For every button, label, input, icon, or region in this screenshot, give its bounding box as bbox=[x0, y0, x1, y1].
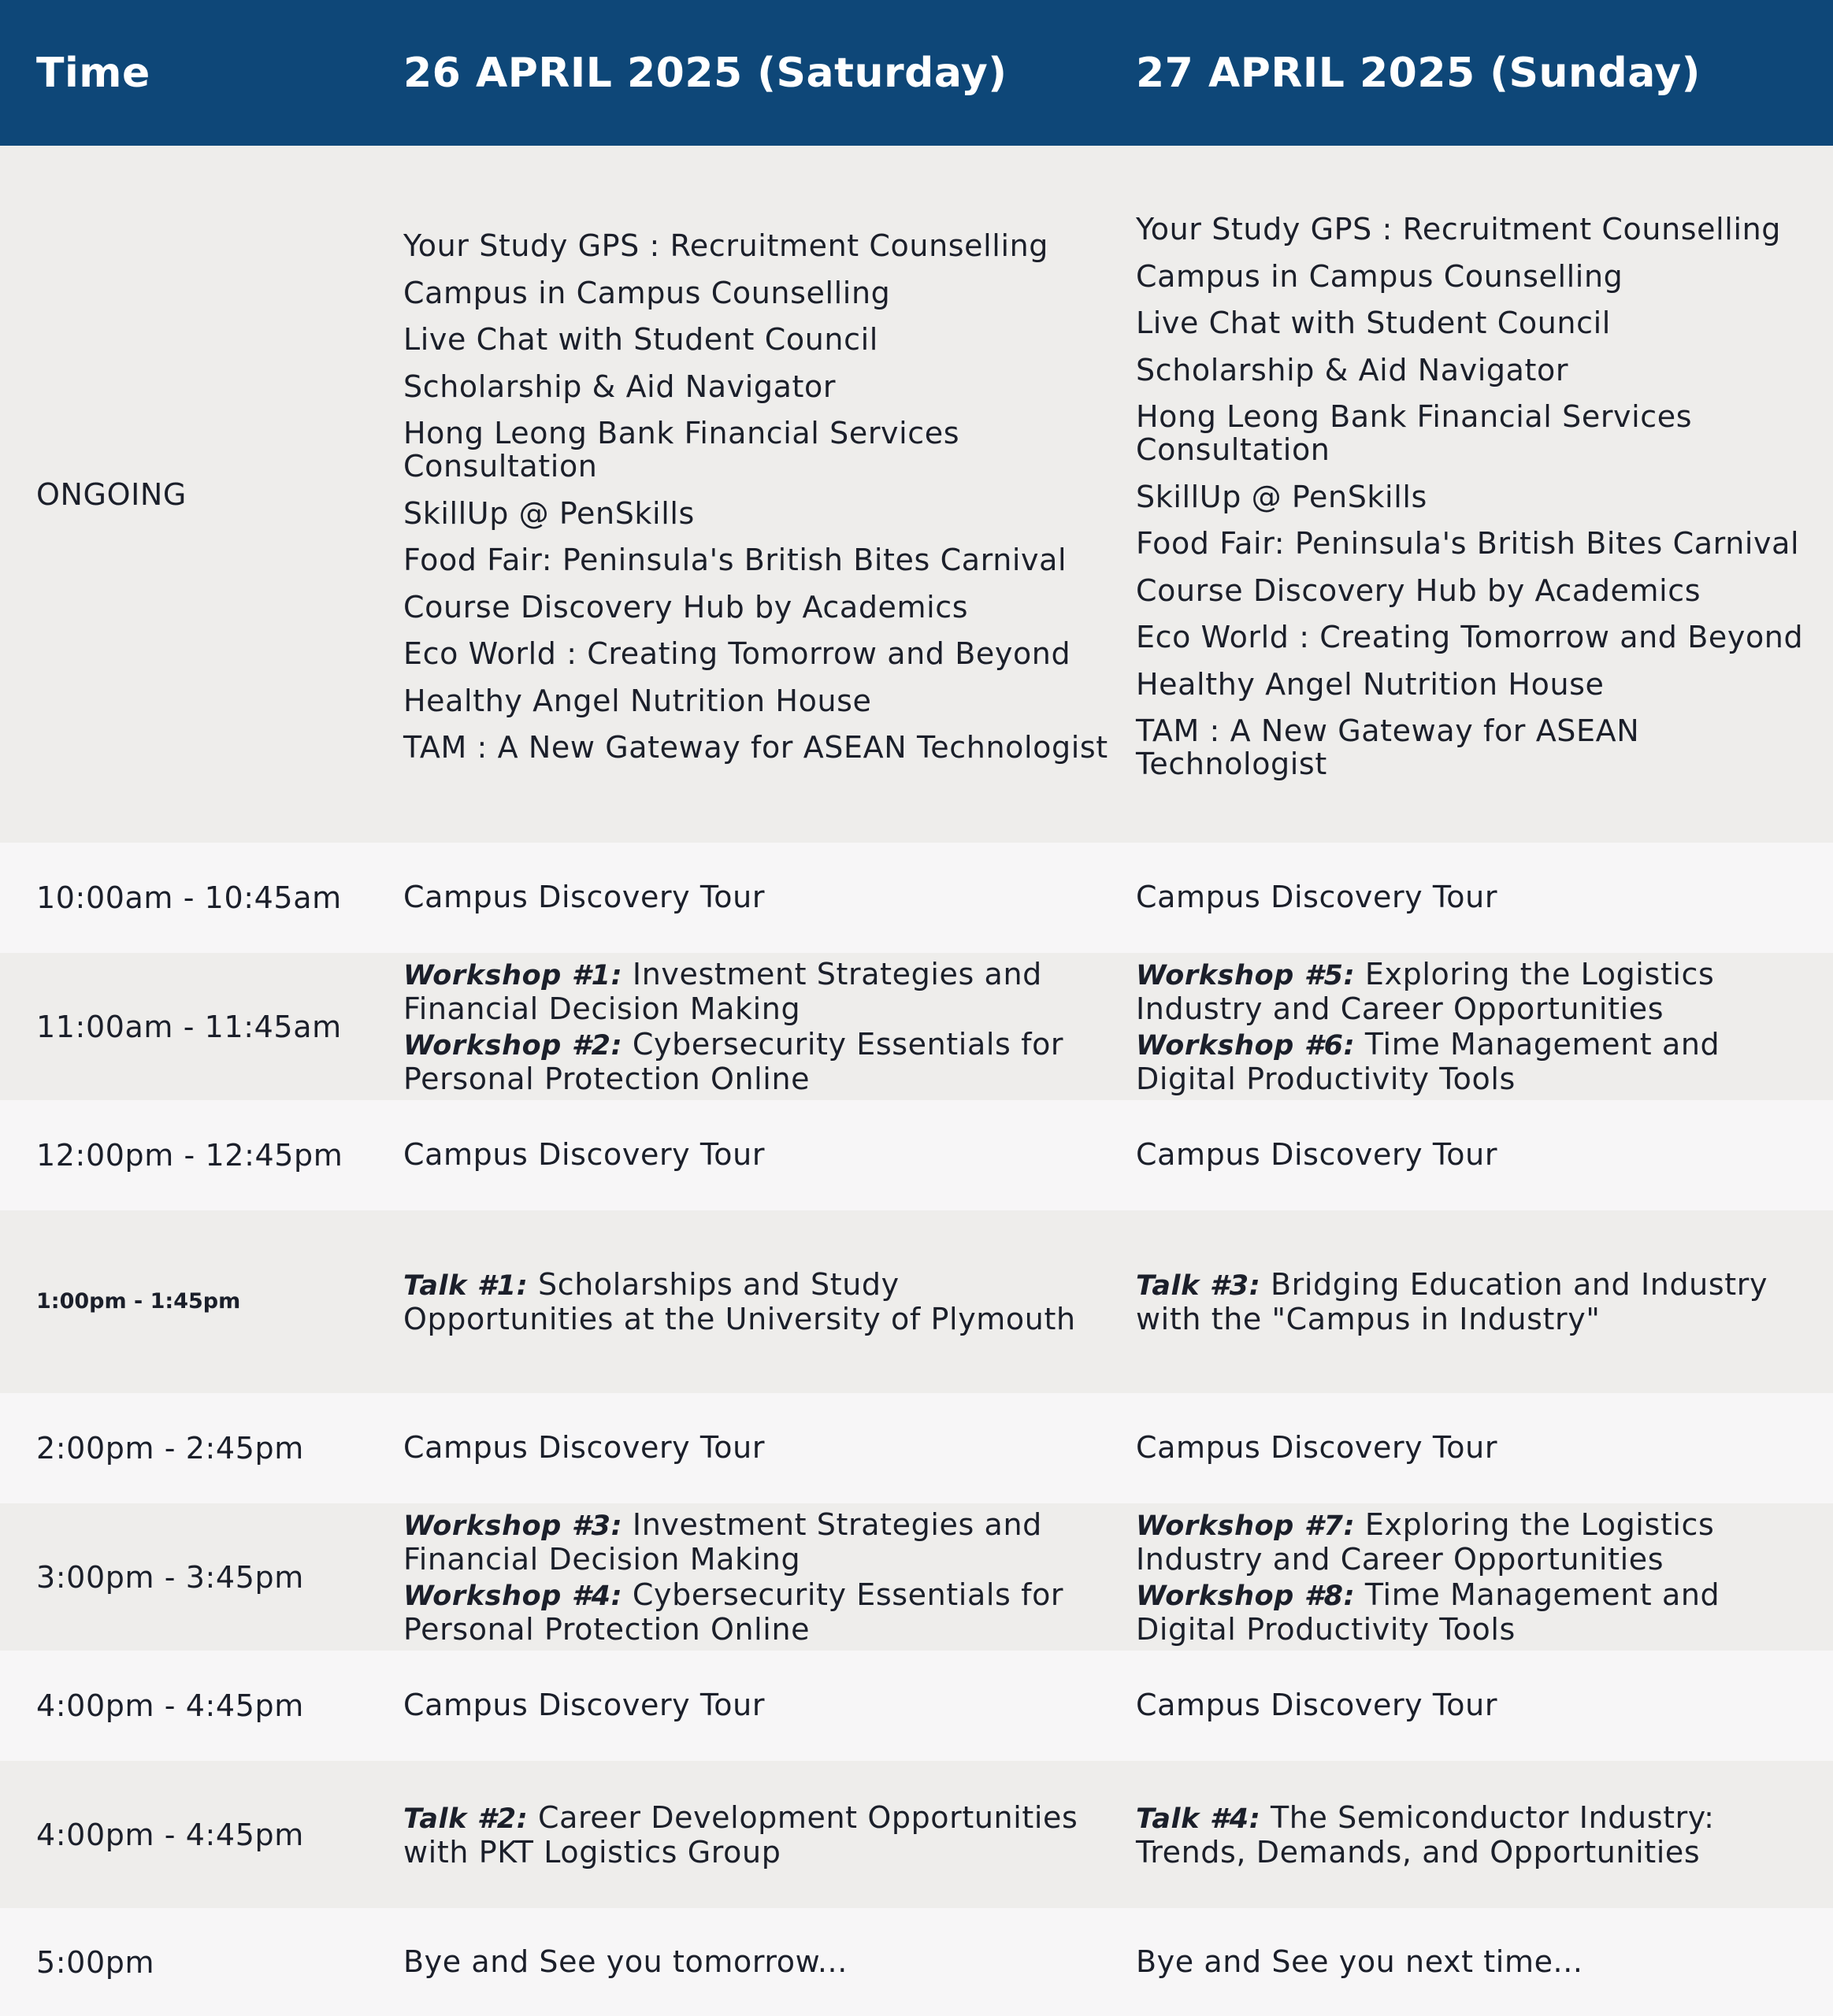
session-title: Bye and See you tomorrow... bbox=[403, 1944, 848, 1979]
session-title: Scholarships and Study Opportunities at the University of Plymouth bbox=[403, 1267, 1076, 1336]
session-tag: Talk #3: bbox=[1136, 1270, 1261, 1302]
session-title: Time Management and Digital Productivity Tools bbox=[1136, 1027, 1720, 1096]
list-item: TAM : A New Gateway for ASEAN Technologist bbox=[1136, 713, 1640, 781]
session-title: Investment Strategies and Financial Decision Making bbox=[403, 1507, 1042, 1577]
row-time: 4:00pm - 4:45pm bbox=[36, 1688, 304, 1723]
list-item: Healthy Angel Nutrition House bbox=[403, 683, 872, 718]
table-row bbox=[0, 1651, 1833, 1761]
list-item: Eco World : Creating Tomorrow and Beyond bbox=[403, 636, 1071, 671]
list-item: Eco World : Creating Tomorrow and Beyond bbox=[1136, 620, 1804, 654]
list-item: SkillUp @ PenSkills bbox=[403, 495, 695, 531]
day2-cell bbox=[1136, 1508, 1833, 1646]
list-item: Course Discovery Hub by Academics bbox=[1136, 573, 1701, 608]
table-row-ongoing bbox=[0, 146, 1833, 843]
session-tag: Talk #2: bbox=[403, 1803, 529, 1835]
table-row bbox=[0, 1100, 1833, 1210]
day2-cell bbox=[1136, 958, 1833, 1095]
row-time: 1:00pm - 1:45pm bbox=[36, 1289, 241, 1314]
day1-cell bbox=[403, 880, 1136, 915]
session-title: Bridging Education and Industry with the "Campus in Industry" bbox=[1136, 1267, 1768, 1336]
session-tag: Workshop #5: bbox=[1136, 960, 1356, 991]
header-time: Time bbox=[36, 49, 150, 97]
session-tag: Workshop #3: bbox=[403, 1510, 623, 1542]
table-row bbox=[0, 843, 1833, 953]
day2-cell bbox=[1136, 1431, 1833, 1466]
day1-cell bbox=[403, 958, 1136, 1095]
list-item: SkillUp @ PenSkills bbox=[1136, 479, 1427, 514]
session-tag: Talk #1: bbox=[403, 1270, 529, 1302]
table-row bbox=[0, 1503, 1833, 1651]
header-day1: 26 APRIL 2025 (Saturday) bbox=[403, 49, 1007, 97]
session-title: Exploring the Logistics Industry and Career Opportunities bbox=[1136, 1507, 1715, 1577]
list-item: Scholarship & Aid Navigator bbox=[403, 369, 837, 404]
day2-cell bbox=[1136, 1801, 1833, 1869]
table-row bbox=[0, 1908, 1833, 2016]
session-title: Campus Discovery Tour bbox=[403, 1430, 766, 1465]
session-title: Cybersecurity Essentials for Personal Protection Online bbox=[403, 1577, 1064, 1647]
session-title: Time Management and Digital Productivity Tools bbox=[1136, 1577, 1720, 1647]
day2-cell bbox=[1136, 1945, 1833, 1980]
list-item: Campus in Campus Counselling bbox=[1136, 258, 1623, 294]
list-item: Hong Leong Bank Financial Services Consultation bbox=[1136, 399, 1693, 467]
row-time: 3:00pm - 3:45pm bbox=[36, 1559, 304, 1595]
day1-cell bbox=[403, 1268, 1136, 1336]
table-header bbox=[0, 0, 1833, 146]
session-title: Campus Discovery Tour bbox=[403, 1688, 766, 1722]
list-item: Your Study GPS : Recruitment Counselling bbox=[1136, 212, 1782, 246]
list-item: Hong Leong Bank Financial Services Consultation bbox=[403, 416, 960, 484]
ongoing-day1-list bbox=[403, 224, 1136, 764]
session-title: Campus Discovery Tour bbox=[403, 1137, 766, 1172]
session-tag: Workshop #2: bbox=[403, 1030, 623, 1062]
list-item: Food Fair: Peninsula's British Bites Carnival bbox=[403, 543, 1067, 577]
row-time: 2:00pm - 2:45pm bbox=[36, 1431, 304, 1466]
day1-cell bbox=[403, 1431, 1136, 1466]
row-time: ONGOING bbox=[36, 476, 187, 512]
day2-cell bbox=[1136, 1268, 1833, 1336]
session-title: Bye and See you next time... bbox=[1136, 1944, 1583, 1979]
session-tag: Workshop #1: bbox=[403, 960, 623, 991]
session-tag: Workshop #7: bbox=[1136, 1510, 1356, 1542]
row-time: 11:00am - 11:45am bbox=[36, 1009, 342, 1044]
row-time: 12:00pm - 12:45pm bbox=[36, 1138, 343, 1173]
session-tag: Workshop #4: bbox=[403, 1581, 623, 1612]
session-tag: Workshop #8: bbox=[1136, 1581, 1356, 1612]
day1-cell bbox=[403, 1688, 1136, 1723]
session-tag: Talk #4: bbox=[1136, 1803, 1261, 1835]
session-tag: Workshop #6: bbox=[1136, 1030, 1356, 1062]
table-row bbox=[0, 1210, 1833, 1393]
day2-cell bbox=[1136, 1138, 1833, 1173]
list-item: Your Study GPS : Recruitment Counselling bbox=[403, 228, 1049, 263]
session-title: Campus Discovery Tour bbox=[1136, 1688, 1498, 1722]
list-item: Food Fair: Peninsula's British Bites Carnival bbox=[1136, 526, 1800, 561]
day1-cell bbox=[403, 1138, 1136, 1173]
list-item: Campus in Campus Counselling bbox=[403, 275, 891, 310]
session-title: Cybersecurity Essentials for Personal Protection Online bbox=[403, 1027, 1064, 1096]
day2-cell bbox=[1136, 880, 1833, 915]
session-title: Campus Discovery Tour bbox=[1136, 1137, 1498, 1172]
table-row bbox=[0, 1761, 1833, 1908]
table-row bbox=[0, 1393, 1833, 1503]
list-item: Live Chat with Student Council bbox=[403, 322, 878, 357]
day1-cell bbox=[403, 1945, 1136, 1980]
day2-cell bbox=[1136, 1688, 1833, 1723]
session-title: Career Development Opportunities with PKT Logistics Group bbox=[403, 1799, 1078, 1870]
session-title: Campus Discovery Tour bbox=[1136, 880, 1498, 914]
list-item: Live Chat with Student Council bbox=[1136, 306, 1611, 340]
day1-cell bbox=[403, 1508, 1136, 1646]
session-title: The Semiconductor Industry: Trends, Demands, and Opportunities bbox=[1136, 1799, 1715, 1870]
day1-cell bbox=[403, 1801, 1136, 1869]
ongoing-day2-list bbox=[1136, 208, 1833, 780]
row-time: 5:00pm bbox=[36, 1944, 155, 1980]
table-row bbox=[0, 953, 1833, 1100]
session-title: Exploring the Logistics Industry and Career Opportunities bbox=[1136, 957, 1715, 1026]
list-item: TAM : A New Gateway for ASEAN Technologist bbox=[403, 730, 1108, 765]
session-title: Campus Discovery Tour bbox=[1136, 1430, 1498, 1465]
session-title: Campus Discovery Tour bbox=[403, 880, 766, 914]
row-time: 4:00pm - 4:45pm bbox=[36, 1817, 304, 1852]
list-item: Scholarship & Aid Navigator bbox=[1136, 352, 1569, 387]
session-title: Investment Strategies and Financial Decision Making bbox=[403, 957, 1042, 1026]
list-item: Course Discovery Hub by Academics bbox=[403, 589, 969, 624]
header-day2: 27 APRIL 2025 (Sunday) bbox=[1136, 49, 1701, 97]
row-time: 10:00am - 10:45am bbox=[36, 880, 342, 915]
list-item: Healthy Angel Nutrition House bbox=[1136, 666, 1605, 702]
